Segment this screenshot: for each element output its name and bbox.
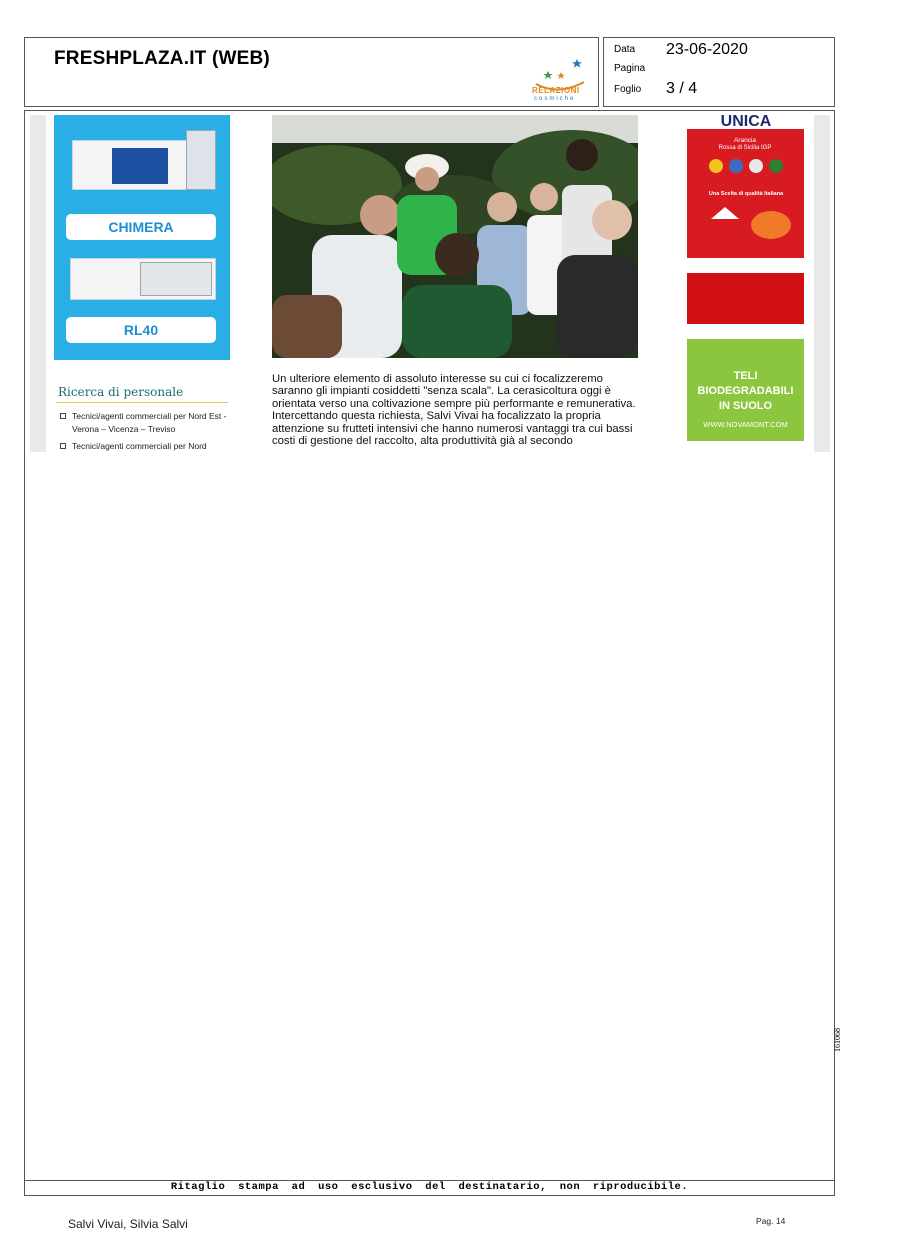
job-listing-1[interactable]: Tecnici/agenti commerciali per Nord Est - Verona – Vicenza – Treviso [72, 411, 227, 434]
bullet-icon [60, 443, 66, 449]
novamont-line2: BIODEGRADABILI [697, 385, 794, 397]
publication-title: FRESHPLAZA.IT (WEB) [54, 48, 270, 69]
footer-notice: Ritaglio stampa ad uso esclusivo del destinatario, non riproducibile. [170, 1181, 689, 1193]
machine-cabinet [140, 262, 212, 296]
pagina-label: Pagina [614, 63, 646, 74]
novamont-url: WWW.NOVAMONT.COM [703, 420, 788, 429]
novamont-line1: TELI [733, 370, 758, 382]
novamont-ad[interactable] [687, 339, 804, 441]
data-value: 23-06-2020 [666, 41, 748, 58]
right-gutter [814, 115, 830, 452]
chimera-label: CHIMERA [66, 214, 216, 240]
left-gutter [30, 115, 46, 452]
novamont-line3: IN SUOLO [718, 400, 773, 412]
red-banner-ad[interactable] [687, 273, 804, 324]
unica-slogan: Una Scelta di qualità Italiana [708, 191, 784, 197]
etna-mountain-icon [711, 207, 739, 219]
bullet-icon [60, 413, 66, 419]
unica-ad[interactable] [687, 115, 804, 258]
client-author: Salvi Vivai, Silvia Salvi [68, 1217, 188, 1231]
seal-badge-icon [749, 159, 763, 173]
logo-subtitle: cosmiche [534, 96, 576, 102]
logo-word: RELAZIONI [532, 86, 580, 95]
data-label: Data [614, 44, 636, 55]
igp-badge-icon [709, 159, 723, 173]
green-badge-icon [769, 159, 783, 173]
rl40-label: RL40 [66, 317, 216, 343]
job-listing-2[interactable]: Tecnici/agenti commerciali per Nord [72, 441, 207, 451]
sidebar-rule [56, 402, 228, 403]
quality-badge-icon [729, 159, 743, 173]
foglio-value: 3 / 4 [666, 80, 698, 97]
orchard-group-photo [272, 115, 638, 358]
foglio-label: Foglio [614, 84, 642, 95]
unica-line2: Rossa di Sicilia IGP [718, 145, 772, 151]
sidebar-title: Ricerca di personale [58, 385, 184, 399]
unica-title: UNICA [720, 115, 772, 130]
article-photo [272, 115, 638, 358]
unica-line1: Arancia [733, 137, 757, 144]
blood-orange-icon [751, 211, 791, 239]
document-code: 161068 [833, 1028, 842, 1052]
page-number: Pag. 14 [756, 1216, 786, 1226]
machine-tower [186, 130, 216, 190]
machine-panel [112, 148, 168, 184]
article-text: Un ulteriore elemento di assoluto interesse su cui ci focalizzeremo saranno gli impianti cosiddetti "senza scala". La cerasicoltura oggi è orientata verso una coltivazione sempre più performante e remunerativa. Intercettando questa richiesta, Salvi Vivai ha focalizzato la propria attenzione su frutteti intensivi che hanno numerosi vantaggi tra cui bassi costi di gestione del raccolto, alta produttività già al secondo [272, 373, 636, 448]
